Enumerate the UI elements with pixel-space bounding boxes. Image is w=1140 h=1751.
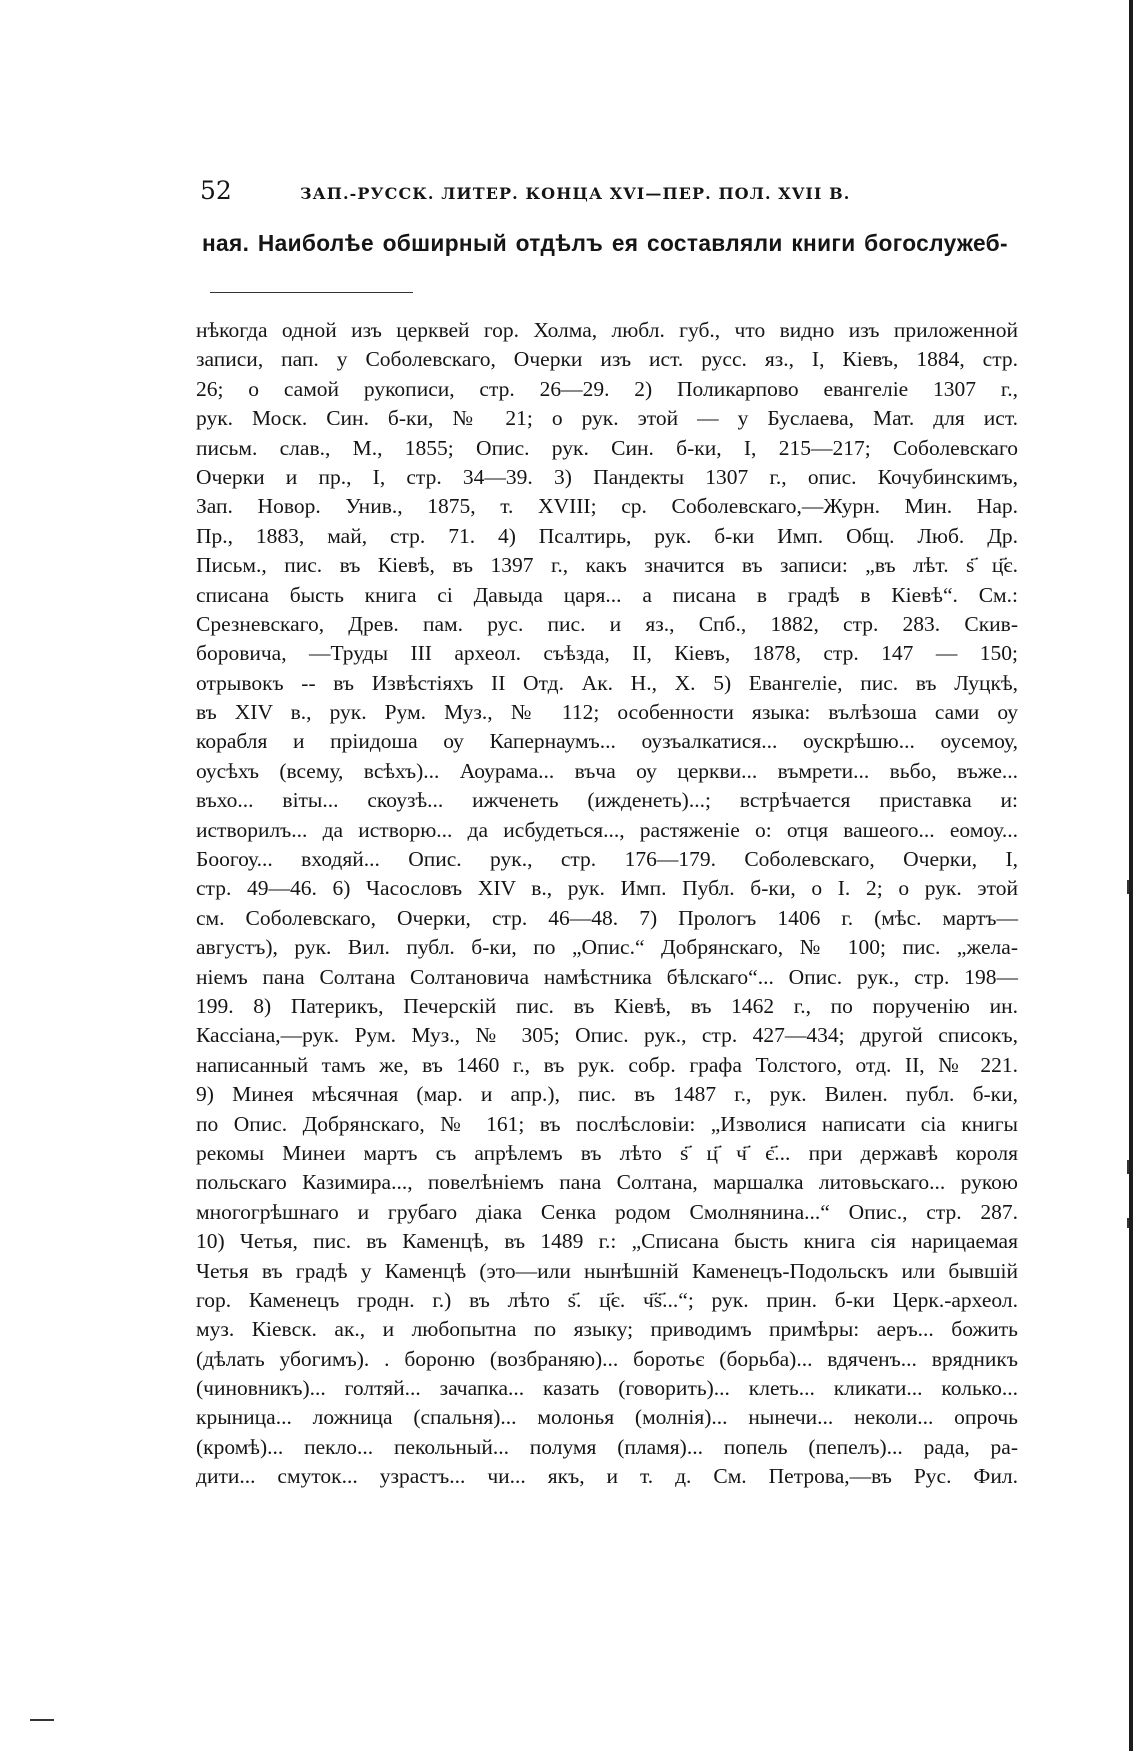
footnote-line: см. Соболевскаго, Очерки, стр. 46—48. 7) Прологъ 1406 г. (мѣс. мартъ— — [196, 905, 1018, 930]
footnote-line: Кассіана,—рук. Рум. Муз., № 305; Опис. рук., стр. 427—434; другой списокъ, — [196, 1023, 1018, 1048]
footnote-line: въ XIV в., рук. Рум. Муз., № 112; особенности языка: вълѣзоша сами оу — [196, 700, 1018, 725]
running-title: ЗАП.-РУССК. ЛИТЕР. КОНЦА XVI—ПЕР. ПОЛ. XVII В. — [300, 184, 851, 203]
main-text-line: ная. Наиболѣе обширный отдѣлъ ея составляли книги богослужеб- — [202, 230, 1008, 256]
footnote-line: Пр., 1883, май, стр. 71. 4) Псалтирь, рук. б-ки Имп. Общ. Люб. Др. — [196, 523, 1018, 548]
footnote-line: написанный тамъ же, въ 1460 г., въ рук. собр. графа Толстого, отд. II, № 221. — [196, 1052, 1018, 1077]
footnote-line: стр. 49—46. 6) Часословъ XIV в., рук. Имп. Публ. б-ки, о I. 2; о рук. этой — [196, 876, 1018, 901]
footnote-line: (кромѣ)... пекло... пекольный... полумя (пламя)... попель (пепелъ)... рада, ра- — [196, 1434, 1018, 1459]
footnote-line: Зап. Новор. Унив., 1875, т. XVIII; ср. Соболевскаго,—Журн. Мин. Нар. — [196, 494, 1018, 519]
footnote-line: польскаго Казимира..., повелѣніемъ пана Солтана, маршалка литовьскаго... рукою — [196, 1170, 1018, 1195]
footnote-line: августъ), рук. Вил. публ. б-ки, по „Опис.“ Добрянскаго, № 100; пис. „жела- — [196, 935, 1018, 960]
footnote-line: корабля и пріидоша оу Капернаумъ... оузъалкатися... оускрѣшю... оусемоу, — [196, 729, 1018, 754]
footnote-line: (дѣлать убогимъ). . бороню (возбраняю)... боротьє (борьба)... вдяченъ... врядникъ — [196, 1346, 1018, 1371]
footnote-line: 26; о самой рукописи, стр. 26—29. 2) Поликарпово евангеліе 1307 г., — [196, 376, 1018, 401]
footnote-line: Срезневскаго, Древ. пам. рус. пис. и яз., Спб., 1882, стр. 283. Скив- — [196, 611, 1018, 636]
footnote-line: отрывокъ -- въ Извѣстіяхъ II Отд. Ак. Н., Х. 5) Евангеліе, пис. въ Луцкѣ, — [196, 670, 1018, 695]
footnote-line: (чиновникъ)... голтяй... зачапка... казать (говорить)... клеть... кликати... колько... — [196, 1376, 1018, 1401]
footnote-line: рук. Моск. Син. б-ки, № 21; о рук. этой — у Буслаева, Мат. для ист. — [196, 406, 1018, 431]
margin-tick-mark — [1127, 1218, 1129, 1228]
footnote-line: записи, пап. у Соболевскаго, Очерки изъ ист. русс. яз., I, Кіевъ, 1884, стр. — [196, 347, 1018, 372]
footnote-line: истворилъ... да истворю... да исбудеться..., растяженіе о: отця вашеого... еомоу... — [196, 817, 1018, 842]
footnote-line: въхо... віты... скоузѣ... ижченеть (ижденеть)...; встрѣчается приставка и: — [196, 788, 1018, 813]
footnote-line: Четья въ градѣ у Каменцѣ (это—или нынѣшній Каменецъ-Подольскъ или бывшій — [196, 1258, 1018, 1283]
footnote-line: 10) Четья, пис. въ Каменцѣ, въ 1489 г.: „Списана бысть книга сія нарицаемая — [196, 1229, 1018, 1254]
footnote-line: по Опис. Добрянскаго, № 161; въ послѣсловіи: „Изволися написати сіа книгы — [196, 1111, 1018, 1136]
page-header — [200, 176, 980, 205]
footnote-line: рекомы Минеи мартъ съ апрѣлемъ въ лѣто ѕ҃ ц҃ ч҃ є҃... при державѣ короля — [196, 1140, 1018, 1165]
footnote-line: ніемъ пана Солтана Солтановича намѣстника бѣлскаго“... Опис. рук., стр. 198— — [196, 964, 1018, 989]
footnote-line: многогрѣшнаго и грубаго діака Сенка родом Смолнянина...“ Опис., стр. 287. — [196, 1199, 1018, 1224]
footnote-line: оусѣхъ (всему, всѣхъ)... Аоурама... въча оу церкви... въмрети... вьбо, въже... — [196, 758, 1018, 783]
page-number: 52 — [200, 176, 232, 205]
footnote-line: дити... смуток... узрастъ... чи... якъ, и т. д. См. Петрова,—въ Рус. Фил. — [196, 1464, 1018, 1489]
footnote-line: нѣкогда одной изъ церквей гор. Холма, любл. губ., что видно изъ приложенной — [196, 318, 1018, 342]
margin-tick-mark — [1127, 1160, 1129, 1174]
corner-dash-mark — [30, 1719, 54, 1721]
page-edge-border — [1129, 0, 1133, 1751]
footnotes-block — [196, 316, 1018, 1492]
footnote-line: Письм., пис. въ Кіевѣ, въ 1397 г., какъ значится въ записи: „въ лѣт. ѕ҃ ц҃є. — [196, 553, 1018, 578]
footnote-line: крыница... ложница (спальня)... молонья (молнія)... нынечи... неколи... опрочь — [196, 1405, 1018, 1430]
footnote-line: 9) Минея мѣсячная (мар. и апр.), пис. въ 1487 г., рук. Вилен. публ. б-ки, — [196, 1082, 1018, 1107]
footnote-line: Очерки и пр., I, стр. 34—39. 3) Пандекты 1307 г., опис. Кочубинскимъ, — [196, 464, 1018, 489]
footnote-line: гор. Каменецъ гродн. г.) въ лѣто ѕ҃. ц҃є. ч҃ѕ҃...“; рук. прин. б-ки Церк.-археол. — [196, 1287, 1018, 1312]
footnote-line: списана бысть книга сі Давыда царя... а писана в градѣ в Кіевѣ“. См.: — [196, 582, 1018, 607]
margin-tick-mark — [1127, 880, 1129, 894]
footnote-line: муз. Кіевск. ак., и любопытна по языку; приводимъ примѣры: аеръ... божить — [196, 1317, 1018, 1342]
footnote-line: Боогоу... входяй... Опис. рук., стр. 176—179. Соболевскаго, Очерки, I, — [196, 847, 1018, 872]
footnote-line: письм. слав., М., 1855; Опис. рук. Син. б-ки, I, 215—217; Соболевскаго — [196, 435, 1018, 460]
footnote-line: 199. 8) Патерикъ, Печерскій пис. въ Кіевѣ, въ 1462 г., по порученію ин. — [196, 993, 1018, 1018]
footnote-line: боровича, —Труды III археол. съѣзда, II, Кіевъ, 1878, стр. 147 — 150; — [196, 641, 1018, 666]
footnote-separator-rule — [210, 292, 413, 293]
